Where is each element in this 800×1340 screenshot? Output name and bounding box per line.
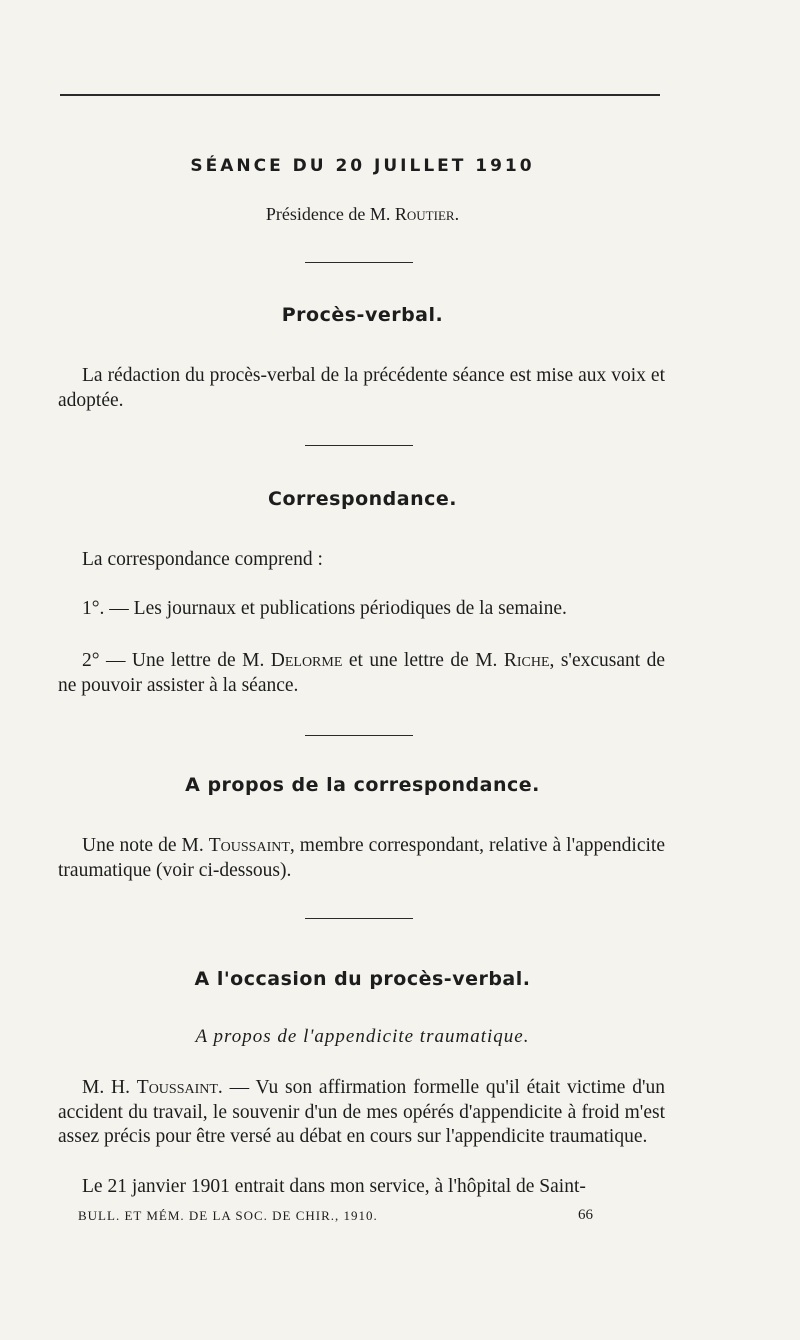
page-number: 66: [578, 1207, 593, 1223]
section-separator: [305, 262, 413, 263]
occasion-heading: A l'occasion du procès-verbal.: [194, 968, 531, 990]
occasion-paragraph-2: Le 21 janvier 1901 entrait dans mon service, à l'hôpital de Saint-: [82, 1176, 586, 1197]
person-name: Toussaint: [136, 1077, 218, 1098]
presidence-prefix: Présidence de M.: [265, 204, 395, 224]
a-propos-text: [58, 834, 665, 883]
a-propos-text-b: , membre correspondant, relative à l'appendicite traumatique (voir ci-dessous).: [58, 835, 665, 881]
section-separator: [305, 735, 413, 736]
para1-text-b: . — Vu son affirmation formelle qu'il était victime d'un accident du travail, le souvenir d'un de mes opérés d'appendicite à froid m'est assez précis pour être versé au débat en cours sur l'appendicite traumatique.: [58, 1077, 665, 1147]
top-rule: [60, 94, 660, 96]
item2-text-c: , s'excusant de ne pouvoir assister à la séance.: [58, 650, 666, 696]
seance-title: SÉANCE DU 20 JUILLET 1910: [190, 156, 535, 176]
presidence-line: [0, 204, 725, 225]
a-propos-text-a: Une note de M.: [82, 835, 209, 856]
president-name: Routier: [394, 204, 455, 224]
item2-text-a: 2° — Une lettre de M.: [82, 650, 271, 671]
person-name: Delorme: [270, 650, 343, 671]
occasion-subheading: A propos de l'appendicite traumatique.: [195, 1026, 530, 1047]
section-separator: [305, 918, 413, 919]
section-separator: [305, 445, 413, 446]
para1-text-a: M. H.: [82, 1077, 137, 1098]
journal-footer: BULL. ET MÉM. DE LA SOC. DE CHIR., 1910.: [78, 1208, 378, 1223]
correspondance-item-2: [58, 649, 665, 698]
correspondance-heading: Correspondance.: [268, 488, 457, 510]
person-name: Riche: [503, 650, 550, 671]
item2-text-b: et une lettre de M.: [342, 650, 504, 671]
proces-verbal-text: La rédaction du procès-verbal de la précédente séance est mise aux voix et adoptée.: [58, 365, 665, 411]
proces-verbal-heading: Procès-verbal.: [281, 304, 444, 326]
presidence-suffix: .: [454, 204, 460, 224]
correspondance-item-1: 1°. — Les journaux et publications périodiques de la semaine.: [82, 598, 567, 619]
occasion-paragraph-1: [58, 1076, 665, 1150]
person-name: Toussaint: [208, 835, 290, 856]
a-propos-heading: A propos de la correspondance.: [185, 774, 540, 796]
correspondance-intro: La correspondance comprend :: [82, 549, 323, 570]
